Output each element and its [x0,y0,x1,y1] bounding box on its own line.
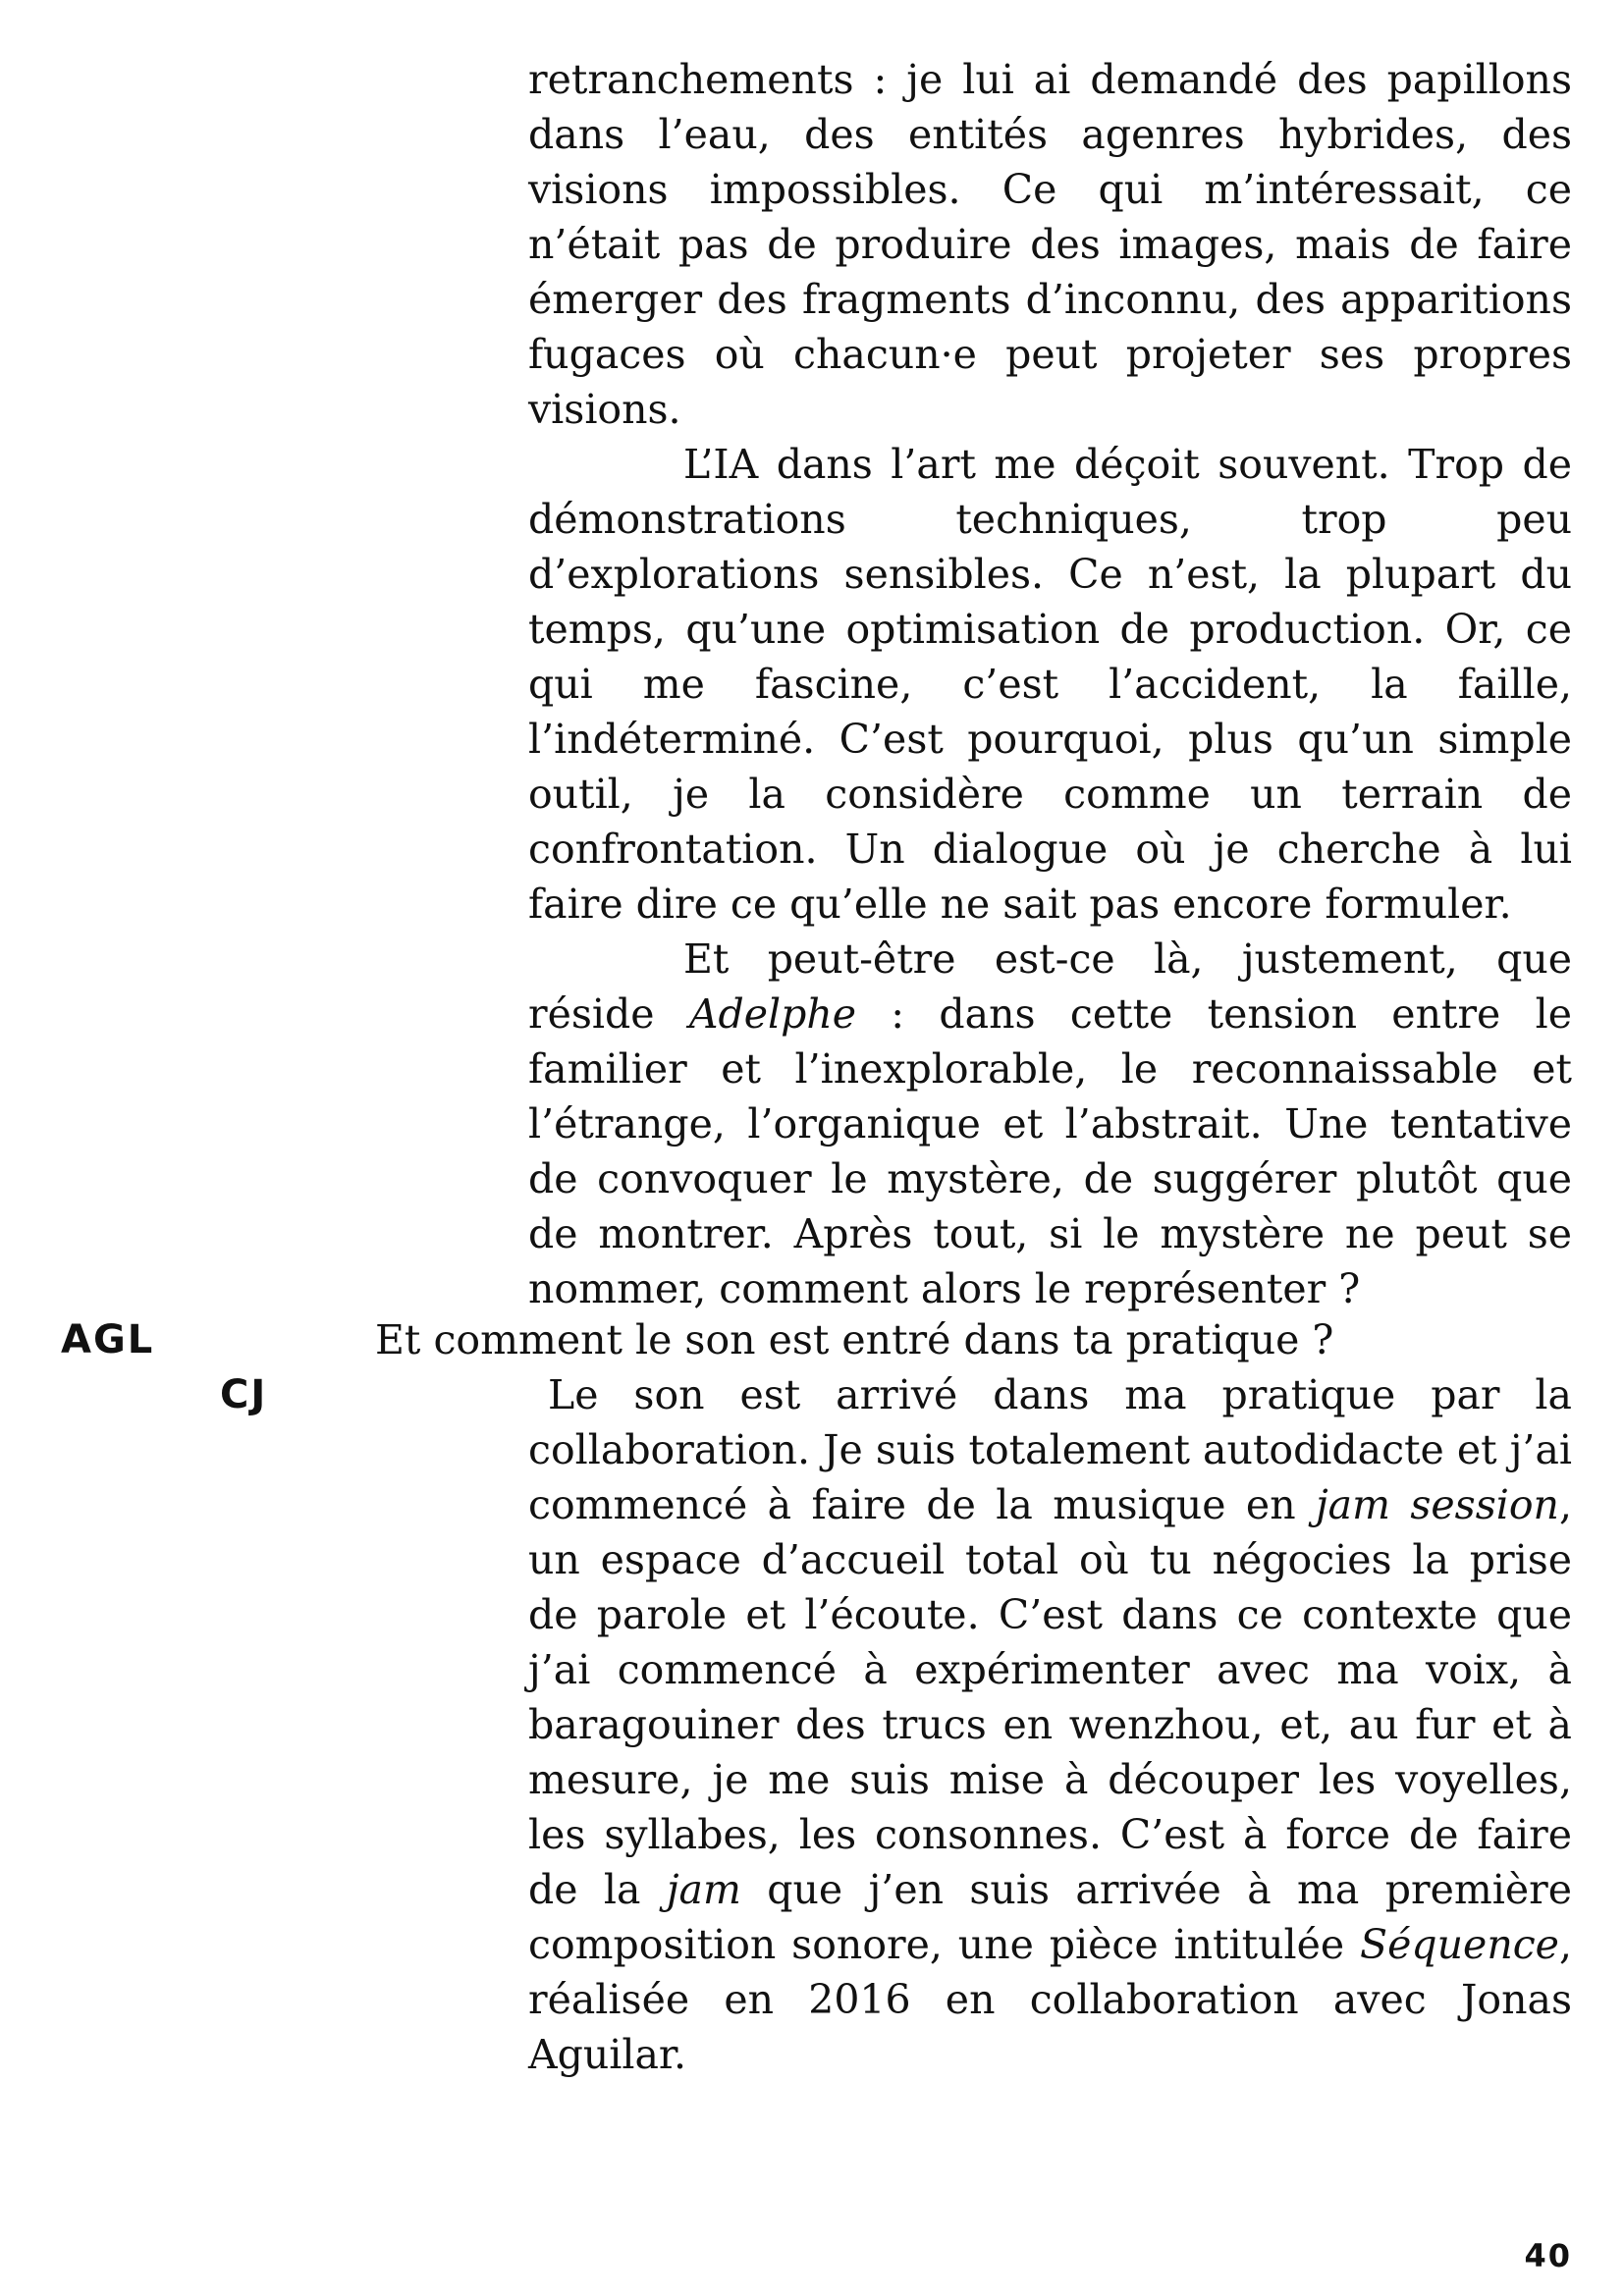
answer-text-2: , un espace d’accueil total où tu négocies la prise de parole et l’écoute. C’est dans ce contexte que j’ai commencé à expérimenter avec ma voix, à baragouiner des trucs en wenzhou, et, au fur et à mesure, je me suis mise à découper les voyelles, les syllabes, les consonnes. C’est à force de faire de la [528,1481,1573,1913]
interview-answer [528,1367,1572,2082]
speaker-label-agl: AGL [61,1317,155,1362]
paragraph-3 [528,932,1572,1316]
page-number: 40 [1524,2237,1572,2274]
paragraph-1: retranchements : je lui ai demandé des papillons dans l’eau, des entités agenres hybrides, des visions impossibles. Ce qui m’intéressait, ce n’était pas de produire des images, mais de faire émerger des fragments d’inconnu, des apparitions fugaces où chacun·e peut projeter ses propres visions. [528,56,1572,433]
answer-text-3: que j’en suis arrivée à ma première composition sonore, une pièce intitulée [528,1866,1572,1968]
answer-italic-1: jam session [1315,1481,1559,1528]
answer-paragraph [528,1367,1572,2082]
paragraph-2: L’IA dans l’art me déçoit souvent. Trop de démonstrations techniques, trop peu d’explorations sensibles. Ce n’est, la plupart du temps, qu’une optimisation de production. Or, ce qui me fascine, c’est l’accident, la faille, l’indéterminé. C’est pourquoi, plus qu’un simple outil, je la considère comme un terrain de confrontation. Un dialogue où je cherche à lui faire dire ce qu’elle ne sait pas encore formuler. [528,441,1572,928]
paragraph-3-italic: Adelphe [688,990,856,1038]
interview-question: Et comment le son est entré dans ta pratique ? [375,1316,1334,1363]
continuation-text [528,52,1572,1316]
paragraph-3-start: Et peut-être est-ce là, justement, que réside [528,935,1572,1038]
answer-italic-3: Séquence [1360,1921,1559,1968]
answer-text-4: , réalisée en 2016 en collaboration avec Jonas Aguilar. [528,1921,1572,2078]
answer-italic-2: jam [666,1866,741,1913]
answer-text-1: Le son est arrivé dans ma pratique par la collaboration. Je suis totalement autodidacte et j’ai commencé à faire de la musique en [528,1371,1572,1528]
speaker-label-cj: CJ [220,1372,268,1417]
paragraph-3-end: : dans cette tension entre le familier et l’inexplorable, le reconnaissable et l’étrange, l’organique et l’abstrait. Une tentative de convoquer le mystère, de suggérer plutôt que de montrer. Après tout, si le mystère ne peut se nommer, comment alors le représenter ? [528,990,1572,1312]
